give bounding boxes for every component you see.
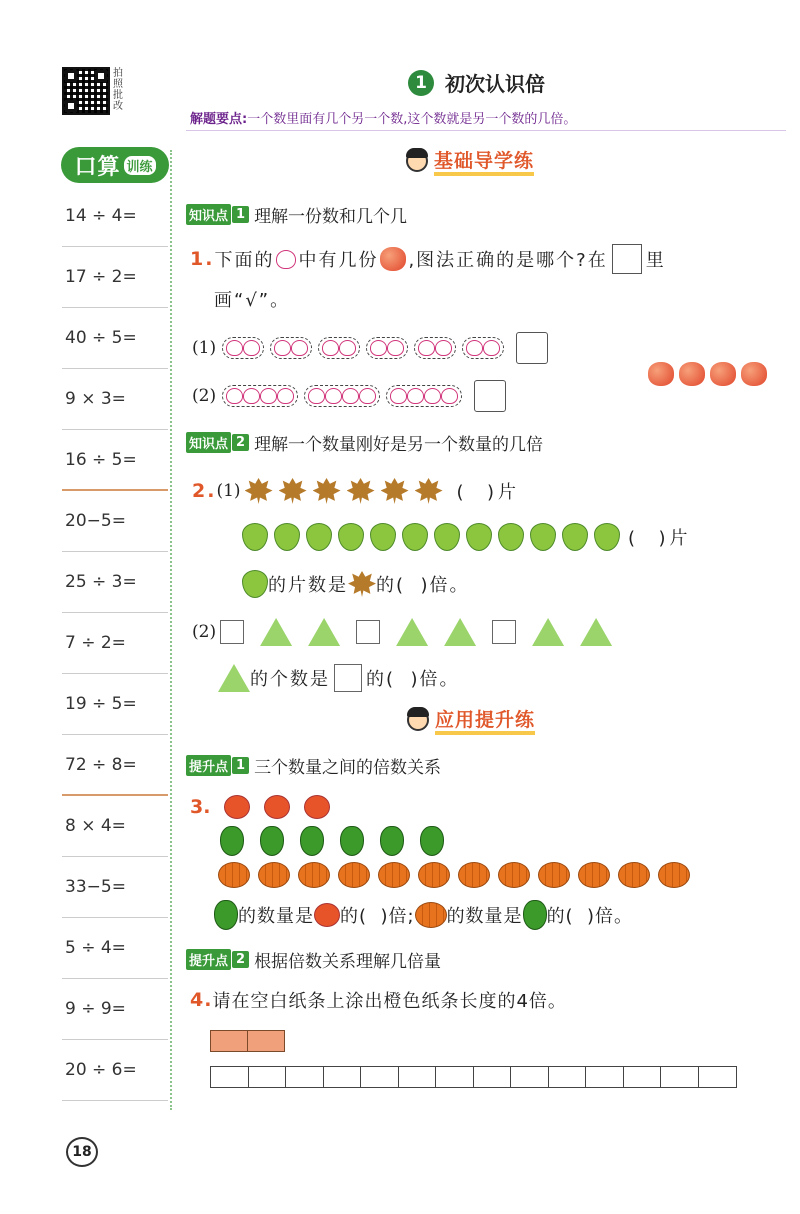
blank-strip (210, 1066, 737, 1088)
oral-item: 8 × 4= (62, 796, 168, 857)
oral-item: 33−5= (62, 857, 168, 918)
blank-strip-cell[interactable] (548, 1066, 587, 1088)
triangle-icon (580, 618, 612, 646)
green-leaf-icon (594, 523, 620, 551)
section-banner-basic: 基础导学练 (404, 148, 534, 178)
q1-option-2: (2) (192, 380, 506, 412)
pumpkin-icon (415, 902, 447, 928)
tip-divider (186, 130, 786, 131)
pepper-icon (523, 900, 547, 930)
tomato-icon (314, 903, 340, 927)
blank-strip-cell[interactable] (585, 1066, 624, 1088)
brown-leaf-icon (347, 478, 375, 504)
q2-part-1-sentence: 的片数是 的( )倍。 (242, 570, 470, 598)
apple-icon (710, 362, 736, 386)
green-leaf-icon (370, 523, 396, 551)
blank-strip-cell[interactable] (398, 1066, 437, 1088)
peach-group (462, 337, 504, 359)
triangle-icon (444, 618, 476, 646)
oral-item: 9 ÷ 9= (62, 979, 168, 1040)
oral-title-small: 训练 (124, 156, 156, 175)
peach-group (270, 337, 312, 359)
pumpkin-icon (658, 862, 690, 888)
orange-strip-cell (210, 1030, 248, 1052)
apple-icon (380, 247, 406, 271)
square-icon (334, 664, 362, 692)
blank-strip-cell[interactable] (698, 1066, 737, 1088)
oral-item: 72 ÷ 8= (62, 735, 168, 796)
pumpkin-icon (498, 862, 530, 888)
q2-part-2-sentence: 的个数是 的( )倍。 (218, 664, 460, 692)
pumpkin-icon (298, 862, 330, 888)
knowledge-point-1: 知识点 1 理解一份数和几个几 (186, 202, 407, 227)
square-icon (356, 620, 380, 644)
peach-group (304, 385, 380, 407)
blank-strip-cell[interactable] (660, 1066, 699, 1088)
pumpkin-icon (338, 862, 370, 888)
brown-leaf-icon (348, 571, 376, 597)
green-leaf-icon (338, 523, 364, 551)
pepper-icon (214, 900, 238, 930)
tomato-icon (264, 795, 290, 819)
green-leaf-icon (562, 523, 588, 551)
apple-row (648, 362, 767, 386)
green-leaf-icon (242, 523, 268, 551)
blank-strip-cell[interactable] (510, 1066, 549, 1088)
apple-icon (679, 362, 705, 386)
answer-box-option-2[interactable] (474, 380, 506, 412)
pumpkin-icon (418, 862, 450, 888)
improvement-point-2: 提升点 2 根据倍数关系理解几倍量 (186, 947, 441, 972)
tip: 解题要点:一个数里面有几个另一个数,这个数就是另一个数的几倍。 (190, 112, 577, 127)
pumpkin-icon (538, 862, 570, 888)
oral-item: 5 ÷ 4= (62, 918, 168, 979)
brown-leaf-icon (245, 478, 273, 504)
blank-strip-cell[interactable] (473, 1066, 512, 1088)
green-leaf-icon (242, 570, 268, 598)
pepper-icon (260, 826, 284, 856)
oral-item: 16 ÷ 5= (62, 430, 168, 491)
tomato-icon (304, 795, 330, 819)
improvement-point-1: 提升点 1 三个数量之间的倍数关系 (186, 753, 441, 778)
q3-tomatoes: 3. (190, 795, 330, 819)
blank-strip-cell[interactable] (323, 1066, 362, 1088)
blank-strip-cell[interactable] (360, 1066, 399, 1088)
q2-part-2-shapes: (2) (192, 618, 612, 646)
question-1-line-1: 1. 下面的 中有几份 ,图法正确的是哪个?在 里 (190, 244, 666, 274)
green-leaf-icon (434, 523, 460, 551)
orange-strip-cell (247, 1030, 285, 1052)
square-icon (492, 620, 516, 644)
peach-group (222, 385, 298, 407)
section-banner-applied: 应用提升练 (405, 707, 535, 737)
pumpkin-icon (378, 862, 410, 888)
oral-title-big: 口算 (74, 154, 121, 180)
qr-note: 拍照批改 (113, 68, 123, 112)
brown-leaf-icon (381, 478, 409, 504)
pumpkin-icon (218, 862, 250, 888)
pumpkin-icon (458, 862, 490, 888)
blank-strip-cell[interactable] (248, 1066, 287, 1088)
oral-item: 20−5= (62, 491, 168, 552)
triangle-icon (260, 618, 292, 646)
kid-face-icon (404, 148, 430, 178)
peach-group (318, 337, 360, 359)
oral-list (62, 186, 168, 1101)
peach-group (366, 337, 408, 359)
answer-box-option-1[interactable] (516, 332, 548, 364)
pepper-icon (340, 826, 364, 856)
lesson-title: 初次认识倍 (445, 72, 545, 96)
green-leaf-icon (530, 523, 556, 551)
pepper-icon (420, 826, 444, 856)
question-4: 4. 请在空白纸条上涂出橙色纸条长度的4倍。 (190, 989, 567, 1012)
green-leaf-icon (498, 523, 524, 551)
lesson-number: 1 (408, 70, 434, 96)
triangle-icon (308, 618, 340, 646)
green-leaf-icon (274, 523, 300, 551)
triangle-icon (396, 618, 428, 646)
triangle-icon (218, 664, 250, 692)
pepper-icon (380, 826, 404, 856)
brown-leaf-icon (279, 478, 307, 504)
kid-face-icon (405, 707, 431, 737)
blank-strip-cell[interactable] (435, 1066, 474, 1088)
apple-icon (648, 362, 674, 386)
oral-item: 14 ÷ 4= (62, 186, 168, 247)
pepper-icon (300, 826, 324, 856)
blank-green-count[interactable]: ( )片 (628, 528, 692, 549)
q3-pumpkins (218, 862, 690, 888)
oral-item: 25 ÷ 3= (62, 552, 168, 613)
oral-item: 19 ÷ 5= (62, 674, 168, 735)
apple-icon (741, 362, 767, 386)
peach-group (414, 337, 456, 359)
oral-item: 7 ÷ 2= (62, 613, 168, 674)
blank-strip-cell[interactable] (210, 1066, 249, 1088)
qr-code[interactable] (62, 67, 110, 115)
oral-item: 40 ÷ 5= (62, 308, 168, 369)
orange-strip (210, 1030, 285, 1052)
oral-item: 20 ÷ 6= (62, 1040, 168, 1101)
blank-brown-count[interactable]: ( )片 (456, 482, 521, 503)
oral-training-title (61, 147, 169, 183)
triangle-icon (532, 618, 564, 646)
green-leaf-icon (402, 523, 428, 551)
q3-peppers (220, 826, 444, 856)
peach-icon (276, 250, 296, 269)
column-divider (170, 150, 172, 1110)
question-1-line-2: 画“√”。 (214, 290, 291, 311)
q1-option-1: (1) (192, 332, 548, 364)
answer-box-icon (612, 244, 642, 274)
pumpkin-icon (578, 862, 610, 888)
square-icon (220, 620, 244, 644)
pumpkin-icon (258, 862, 290, 888)
green-leaf-icon (466, 523, 492, 551)
knowledge-point-2: 知识点 2 理解一个数量刚好是另一个数量的几倍 (186, 430, 543, 455)
peach-group (222, 337, 264, 359)
peach-group (386, 385, 462, 407)
green-leaf-icon (306, 523, 332, 551)
q3-sentence: 的数量是 的( )倍; 的数量是 的( )倍。 (214, 900, 633, 930)
brown-leaf-icon (415, 478, 443, 504)
tomato-icon (224, 795, 250, 819)
q2-part-1-brown-leaves: 2. (1) ( )片 (192, 480, 521, 503)
q2-part-1-green-leaves (242, 523, 692, 551)
oral-item: 9 × 3= (62, 369, 168, 430)
page-number: 18 (66, 1137, 98, 1167)
pepper-icon (220, 826, 244, 856)
pumpkin-icon (618, 862, 650, 888)
oral-item: 17 ÷ 2= (62, 247, 168, 308)
brown-leaf-icon (313, 478, 341, 504)
blank-strip-cell[interactable] (285, 1066, 324, 1088)
blank-strip-cell[interactable] (623, 1066, 662, 1088)
